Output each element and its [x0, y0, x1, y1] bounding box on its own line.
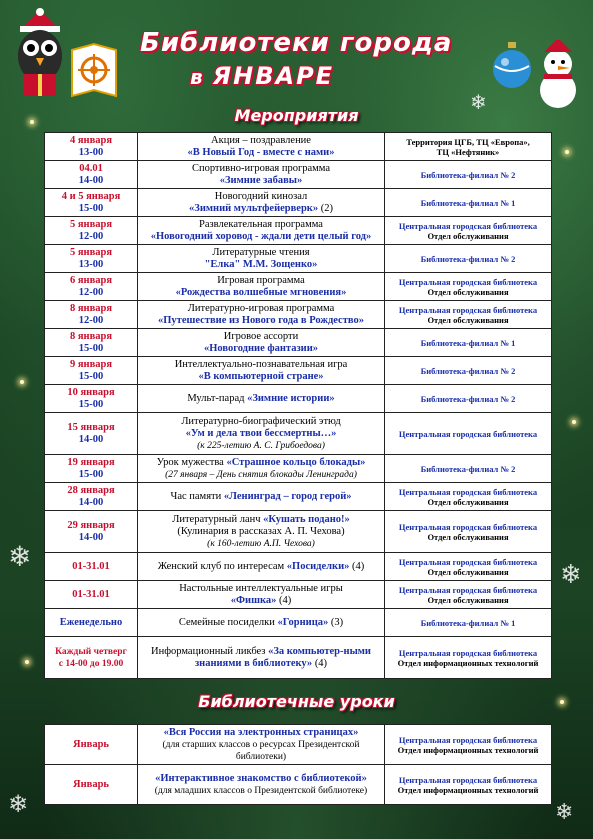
event-row [45, 329, 552, 357]
event-title: Час памяти [170, 490, 222, 502]
event-date-text: 04.01 [79, 162, 103, 174]
event-date [45, 133, 138, 161]
event-place-line1: Центральная городская библиотека [398, 276, 538, 287]
event-place-line2: Отдел обслуживания [427, 286, 509, 297]
event-title: Игровое ассорти [223, 330, 299, 342]
snowflake-icon: ❄ [555, 800, 574, 825]
event-place-line1: Центральная городская библиотека [398, 584, 538, 595]
event-name: «За компьютер-ными знаниями в библиотеку» [194, 645, 371, 669]
event-name: «Зимний мультфейерверк» [189, 202, 319, 214]
event-place [385, 357, 552, 385]
event-title-line [140, 514, 382, 526]
event-time: 14-00 [78, 496, 104, 508]
snowman-icon [530, 40, 586, 110]
event-line2: (Кулинария в рассказах А. П. Чехова) [177, 525, 345, 537]
event-description [138, 301, 385, 329]
lesson-subtitle: (для старших классов о ресурсах Президентской библиотеки) [162, 739, 360, 762]
event-name-line [140, 287, 382, 299]
event-place-line1: Библиотека-филиал № 2 [420, 169, 516, 180]
lesson-description [138, 765, 385, 805]
event-place [385, 637, 552, 679]
event-title: Литературный ланч [172, 513, 261, 525]
event-suffix: (4) [349, 560, 365, 572]
event-place-line2: Отдел обслуживания [427, 314, 509, 325]
lesson-name: «Вся Россия на электронных страницах» [163, 726, 359, 738]
event-title-line [140, 331, 382, 343]
event-row [45, 273, 552, 301]
event-time: 14-00 [78, 433, 104, 445]
event-time: 14-00 [78, 174, 104, 186]
event-name: «В компьютерной стране» [198, 370, 324, 382]
lesson-date: Январь [45, 765, 138, 805]
event-time: 13-00 [78, 258, 104, 270]
owl-mascot-icon [10, 8, 70, 98]
title-in: в [190, 65, 205, 89]
event-description [138, 189, 385, 217]
event-date-text: 4 января [69, 134, 113, 146]
event-title-line [140, 247, 382, 259]
event-time: 15-00 [78, 468, 104, 480]
event-date-text: 6 января [69, 274, 113, 286]
lesson-place-line2: Отдел информационных технологий [397, 744, 539, 755]
event-place-line1: Территория ЦГБ, ТЦ «Европа», [406, 136, 530, 147]
event-place-line1: Центральная городская библиотека [398, 521, 538, 532]
event-place-line2: Отдел обслуживания [427, 531, 509, 542]
event-title-line [140, 359, 382, 371]
event-place-line1: Центральная городская библиотека [398, 647, 538, 658]
event-name-line [140, 259, 382, 271]
event-place-line1: Библиотека-филиал № 2 [420, 463, 516, 474]
event-title: Игровая программа [217, 274, 305, 286]
event-title: Интеллектуально-познавательная игра [174, 358, 348, 370]
snowflake-icon: ❄ [8, 540, 32, 573]
event-row [45, 245, 552, 273]
event-date [45, 357, 138, 385]
event-time: с 14-00 до 19.00 [58, 658, 124, 669]
event-row [45, 581, 552, 609]
event-date [45, 189, 138, 217]
ornament-ball-icon [490, 42, 534, 90]
event-place-line2: Отдел обслуживания [427, 594, 509, 605]
event-description [138, 245, 385, 273]
event-place-line1: Центральная городская библиотека [398, 556, 538, 567]
event-subtitle: (к 160-летию А.П. Чехова) [207, 538, 315, 549]
event-place-line1: Библиотека-филиал № 2 [420, 393, 516, 404]
lesson-place-line1: Центральная городская библиотека [398, 734, 538, 745]
event-date [45, 609, 138, 637]
lesson-name: «Интерактивное знакомство с библиотекой» [155, 772, 367, 784]
event-title-line [140, 275, 382, 287]
event-date [45, 581, 138, 609]
event-date-text: 01-31.01 [72, 588, 110, 600]
lesson-row [45, 765, 552, 805]
lessons-table [44, 724, 552, 805]
event-place [385, 609, 552, 637]
event-name: «Зимние забавы» [219, 174, 303, 186]
event-date [45, 273, 138, 301]
event-description [138, 581, 385, 609]
event-place [385, 245, 552, 273]
event-place-line2: Отдел обслуживания [427, 566, 509, 577]
event-description [138, 385, 385, 413]
event-row [45, 609, 552, 637]
event-date-text: 5 января [69, 218, 113, 230]
event-date [45, 637, 138, 679]
event-name-line [140, 595, 382, 607]
lesson-subtitle: (для младших классов о Президентской библиотеке) [154, 785, 368, 796]
event-description [138, 511, 385, 553]
event-row [45, 217, 552, 245]
event-title: Литературно-игровая программа [187, 302, 335, 314]
event-date-text: 19 января [67, 456, 115, 468]
lesson-place-line2: Отдел информационных технологий [397, 784, 539, 795]
page-subtitle [190, 62, 410, 90]
title-month: ЯНВАРЕ [212, 62, 335, 90]
event-date-text: Каждый четверг [55, 646, 127, 657]
event-name: «Зимние истории» [247, 392, 335, 404]
section-title-events: Мероприятия [234, 106, 359, 125]
event-row [45, 189, 552, 217]
event-date [45, 455, 138, 483]
event-row [45, 385, 552, 413]
section-title-lessons: Библиотечные уроки [198, 692, 395, 711]
event-title-line [140, 135, 382, 147]
event-description [138, 273, 385, 301]
event-name: «В Новый Год - вместе с нами» [187, 146, 335, 158]
event-place-line2: Отдел обслуживания [427, 496, 509, 507]
event-date-text: 8 января [69, 302, 113, 314]
event-title-line [140, 191, 382, 203]
snowflake-icon: ❄ [8, 790, 29, 818]
event-title: Литературно-биографический этюд [181, 415, 341, 427]
event-date [45, 385, 138, 413]
event-description [138, 217, 385, 245]
event-time: 12-00 [78, 314, 104, 326]
event-title-line [140, 583, 382, 595]
event-time: 14-00 [78, 531, 104, 543]
event-title: Развлекательная программа [199, 218, 323, 230]
event-title: Информационный ликбез [151, 645, 266, 657]
event-date [45, 301, 138, 329]
event-name: «Путешествие из Нового года в Рождество» [158, 314, 364, 326]
event-title-line [140, 416, 382, 428]
event-place-line1: Библиотека-филиал № 2 [420, 365, 516, 376]
event-row [45, 553, 552, 581]
event-name: «Новогодние фантазии» [203, 342, 319, 354]
event-place-line2: ТЦ «Нефтяник» [436, 146, 500, 157]
event-place [385, 483, 552, 511]
event-suffix: (4) [312, 657, 328, 669]
event-row [45, 301, 552, 329]
event-time: 12-00 [78, 230, 104, 242]
event-name-line [140, 315, 382, 327]
event-title-line [140, 561, 382, 573]
event-place-line1: Библиотека-филиал № 1 [420, 337, 516, 348]
event-title: Новогодний кинозал [214, 190, 308, 202]
event-name: «Ум и дела твои бессмертны…» [185, 427, 337, 439]
event-time: 15-00 [78, 370, 104, 382]
event-date [45, 553, 138, 581]
event-time: 15-00 [78, 398, 104, 410]
sparkle [572, 420, 576, 424]
event-date [45, 245, 138, 273]
event-title: Женский клуб по интересам [157, 560, 285, 572]
event-title-line [140, 163, 382, 175]
event-place-line1: Центральная городская библиотека [398, 486, 538, 497]
event-name: "Елка" М.М. Зощенко» [204, 258, 318, 270]
event-name: «Посиделки» [286, 560, 350, 572]
event-time: 13-00 [78, 146, 104, 158]
event-title-line [140, 617, 382, 629]
event-name-line [140, 203, 382, 215]
event-name: «Фишка» [230, 594, 277, 606]
event-row [45, 455, 552, 483]
event-title: Акция – поздравление [211, 134, 311, 146]
event-place-line1: Библиотека-филиал № 1 [420, 197, 516, 208]
lesson-place-line1: Центральная городская библиотека [398, 774, 538, 785]
event-date-text: 8 января [69, 330, 113, 342]
event-description [138, 329, 385, 357]
event-row [45, 511, 552, 553]
event-place [385, 301, 552, 329]
event-place [385, 413, 552, 455]
event-title-line [140, 491, 382, 503]
snowflake-icon: ❄ [470, 90, 487, 114]
event-name-line [140, 371, 382, 383]
event-date-text: 10 января [67, 386, 115, 398]
event-name-line [140, 175, 382, 187]
event-date [45, 511, 138, 553]
event-name-line [140, 231, 382, 243]
event-subtitle: (27 января – День снятия блокады Ленинграда) [165, 469, 357, 480]
event-place [385, 161, 552, 189]
event-row [45, 483, 552, 511]
event-place [385, 553, 552, 581]
event-name: «Рождества волшебные мгновения» [175, 286, 347, 298]
lesson-description [138, 725, 385, 765]
event-name: «Кушать подано!» [263, 513, 350, 525]
lesson-date: Январь [45, 725, 138, 765]
event-title-line [140, 457, 382, 469]
event-place-line2: Отдел информационных технологий [397, 657, 539, 668]
event-row [45, 133, 552, 161]
event-place [385, 455, 552, 483]
library-logo-icon [68, 40, 120, 100]
sparkle [20, 380, 24, 384]
event-date-text: 29 января [67, 519, 115, 531]
event-row [45, 413, 552, 455]
event-subtitle: (к 225-летию А. С. Грибоедова) [197, 440, 325, 451]
sparkle [25, 660, 29, 664]
event-date-text: Еженедельно [59, 616, 123, 628]
event-place [385, 273, 552, 301]
event-place [385, 217, 552, 245]
event-date [45, 217, 138, 245]
event-description [138, 357, 385, 385]
snowflake-icon: ❄ [560, 560, 582, 590]
event-date-text: 4 и 5 января [61, 190, 121, 202]
event-description [138, 133, 385, 161]
event-place [385, 329, 552, 357]
event-name-line [140, 428, 382, 440]
event-name: «Горница» [277, 616, 329, 628]
event-title-line [140, 393, 382, 405]
event-description [138, 637, 385, 679]
event-description [138, 483, 385, 511]
event-time: 12-00 [78, 286, 104, 298]
event-title: Литературные чтения [212, 246, 310, 258]
event-date [45, 161, 138, 189]
event-title: Настольные интеллектуальные игры [179, 582, 343, 594]
event-description [138, 413, 385, 455]
event-row [45, 637, 552, 679]
event-title: Урок мужества [156, 456, 224, 468]
event-place-line1: Центральная городская библиотека [398, 428, 538, 439]
event-name: «Новогодний хоровод - ждали дети целый год» [150, 230, 372, 242]
event-place [385, 511, 552, 553]
event-title: Мульт-парад [187, 392, 245, 404]
event-row [45, 357, 552, 385]
event-title: Семейные посиделки [178, 616, 275, 628]
event-title-line [140, 303, 382, 315]
event-place [385, 581, 552, 609]
event-row [45, 161, 552, 189]
event-date-text: 9 января [69, 358, 113, 370]
event-name: «Ленинград – город герой» [223, 490, 352, 502]
event-date [45, 329, 138, 357]
event-date-text: 15 января [67, 421, 115, 433]
event-place-line1: Центральная городская библиотека [398, 220, 538, 231]
event-time: 15-00 [78, 342, 104, 354]
event-name-line [140, 343, 382, 355]
event-place-line1: Библиотека-филиал № 1 [420, 617, 516, 628]
events-table [44, 132, 552, 679]
event-place [385, 189, 552, 217]
page-title: Библиотеки города [140, 28, 453, 58]
event-place-line2: Отдел обслуживания [427, 230, 509, 241]
event-date-text: 5 января [69, 246, 113, 258]
event-date-text: 28 января [67, 484, 115, 496]
event-suffix: (4) [276, 594, 292, 606]
event-description [138, 455, 385, 483]
event-place [385, 385, 552, 413]
event-name: «Страшное кольцо блокады» [226, 456, 366, 468]
lesson-row [45, 725, 552, 765]
event-description [138, 609, 385, 637]
event-suffix: (2) [318, 202, 333, 214]
event-title: Спортивно-игровая программа [191, 162, 331, 174]
event-name-line [140, 147, 382, 159]
event-title-line [140, 646, 382, 670]
event-title-line [140, 219, 382, 231]
event-date [45, 413, 138, 455]
event-place [385, 133, 552, 161]
event-suffix: (3) [328, 616, 344, 628]
event-date [45, 483, 138, 511]
event-description [138, 161, 385, 189]
lesson-place [385, 765, 552, 805]
sparkle [565, 150, 569, 154]
event-date-text: 01-31.01 [72, 560, 110, 572]
event-time: 15-00 [78, 202, 104, 214]
event-description [138, 553, 385, 581]
lesson-place [385, 725, 552, 765]
event-place-line1: Центральная городская библиотека [398, 304, 538, 315]
event-place-line1: Библиотека-филиал № 2 [420, 253, 516, 264]
